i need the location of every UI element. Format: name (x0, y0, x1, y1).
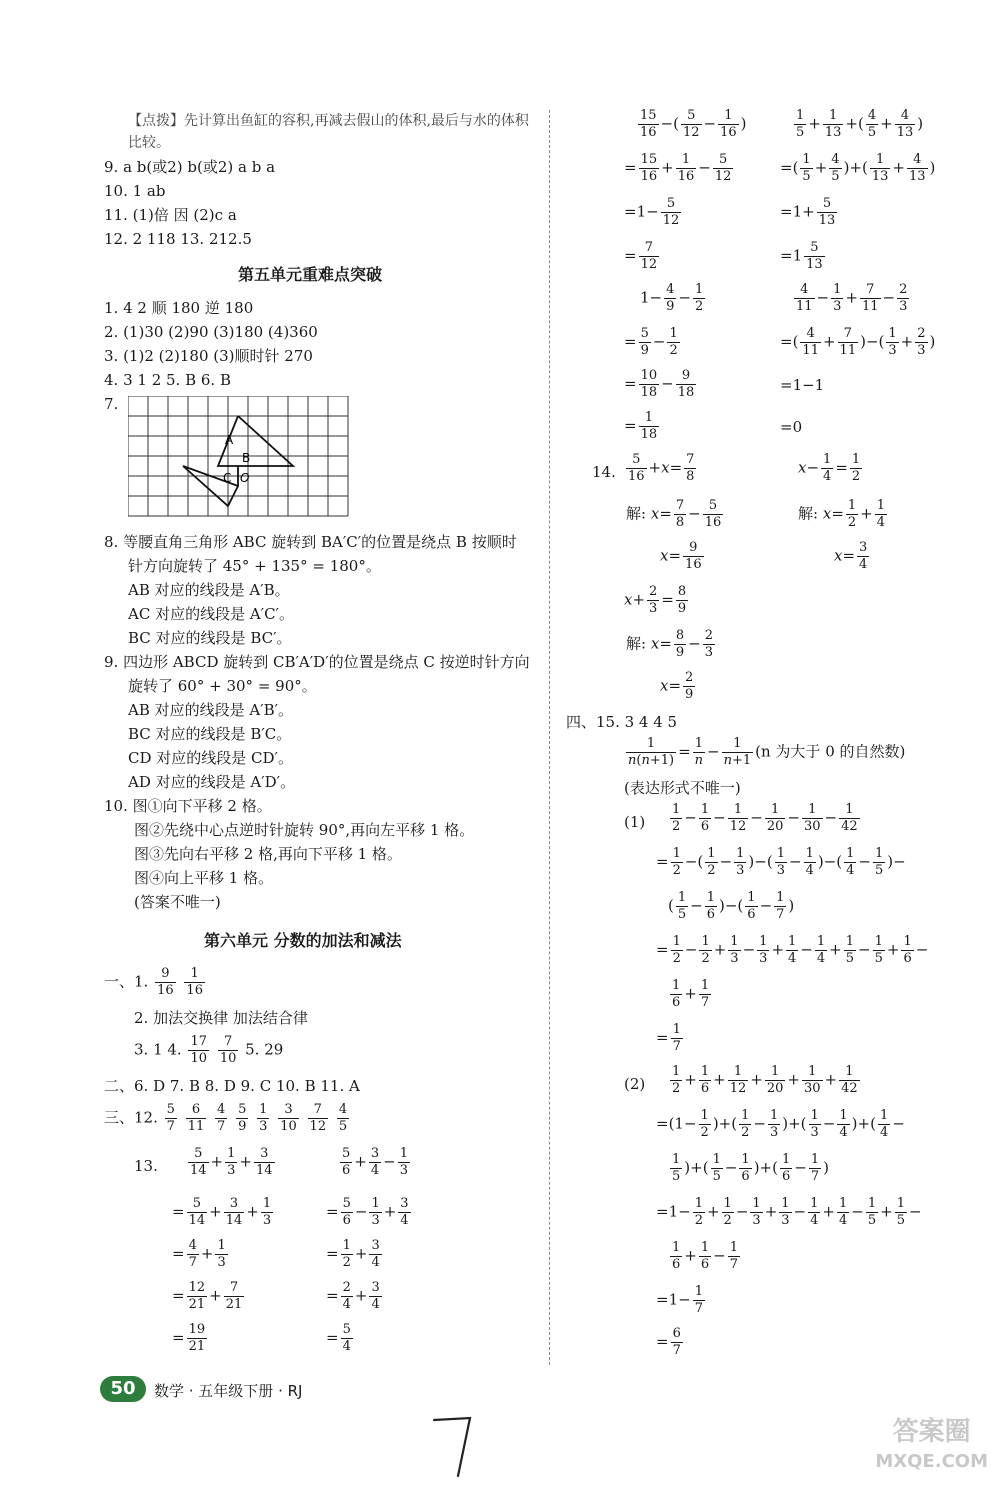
q14c-sol2: x= $\frac{2}{9}$ (660, 670, 694, 702)
p1-line1: $\frac{1}{2}$ − $\frac{1}{6}$ − $\frac{1}{12}$ − $\frac{1}{20}$ − $\frac{1}{30}$ − $\frac{1}{42}$ (672, 802, 858, 834)
r-d4: =0 (780, 418, 803, 436)
u5-answer-3: 3. (1)2 (2)180 (3)顺时针 270 (104, 347, 313, 365)
dianbo-note: 【点拨】先计算出鱼缸的容积,再减去假山的体积,最后与水的体积比较。 (128, 113, 529, 151)
p1-label: (1) (624, 813, 646, 831)
p2-line6: =1− $\frac{1}{7}$ (656, 1284, 703, 1316)
u6-answer-2: 2. 加法交换律 加法结合律 (134, 1009, 308, 1027)
r-d1: $\frac{4}{11}$ − $\frac{1}{3}$ + $\frac{7}{11}$ − $\frac{2}{3}$ (796, 282, 908, 314)
q14b-sol1: 解: x= $\frac{1}{2}$ + $\frac{1}{4}$ (798, 498, 886, 530)
page-number-badge: 50 (100, 1376, 146, 1402)
unit5-title: 第五单元重难点突破 (238, 265, 383, 284)
r-a4: = $\frac{7}{12}$ (624, 240, 658, 272)
u5-answer-9-line2: 旋转了 60° + 30° = 90°。 (128, 677, 317, 695)
u6-13a-line2: = $\frac{5}{14}$ + $\frac{3}{14}$ + $\frac{1}{3}$ (172, 1196, 272, 1228)
u5-answer-8-line2: 针方向旋转了 45° + 135° = 180°。 (128, 557, 381, 575)
answer-12-13: 12. 2 118 13. 212.5 (104, 230, 252, 248)
r-c4: = $\frac{1}{18}$ (624, 410, 658, 442)
grid-label-c: C (223, 471, 232, 485)
u6-1-prefix: 一、1. (104, 972, 149, 991)
u6-13a-line5: = $\frac{19}{21}$ (172, 1322, 206, 1354)
q14a-sol1: 解: x= $\frac{7}{8}$ − $\frac{5}{16}$ (626, 498, 722, 530)
rotation-grid-figure (128, 396, 350, 520)
u6-answer-12: 三、12. $\frac{5}{7}$ $\frac{6}{11}$ $\frac{4}{7}$ $\frac{5}{9}$ $\frac{1}{3}$ $\frac{3}{10}$ $\frac{7}{12}$ $\frac{4}{5}$ (104, 1102, 348, 1134)
q14c-eq: x+ $\frac{2}{3}$ = $\frac{8}{9}$ (624, 584, 687, 616)
watermark-line2: MXQE.COM (875, 1451, 988, 1472)
r-d2: =( $\frac{4}{11}$ + $\frac{7}{11}$ )−( $\frac{1}{3}$ + $\frac{2}{3}$ ) (780, 326, 936, 358)
u5-answer-10-line4: 图④向上平移 1 格。 (134, 869, 274, 887)
r-a1: $\frac{15}{16}$ −( $\frac{5}{12}$ − $\frac{1}{16}$ ) (640, 108, 747, 140)
p2-line2: =(1− $\frac{1}{2}$ )+( $\frac{1}{2}$ − $\frac{1}{3}$ )+( $\frac{1}{3}$ − $\frac{1}{4}$ )+( $\frac{1}{4}$ − (656, 1108, 905, 1140)
grid-label-a: A (225, 433, 234, 447)
handwritten-mark (430, 1412, 480, 1482)
si-note2: (表达形式不唯一) (624, 779, 741, 797)
u6-5-value: 5. 29 (245, 1040, 284, 1059)
p2-line3: $\frac{1}{5}$ )+( $\frac{1}{5}$ − $\frac{1}{6}$ )+( $\frac{1}{6}$ − $\frac{1}{7}$ ) (672, 1152, 829, 1184)
u5-answer-10-line1: 10. 图①向下平移 2 格。 (104, 797, 272, 815)
r-b1: $\frac{1}{5}$ + $\frac{1}{13}$ +( $\frac{4}{5}$ + $\frac{4}{13}$ ) (796, 108, 924, 140)
q14a-jie: 解: (626, 504, 647, 523)
r-b3: =1+ $\frac{5}{13}$ (780, 196, 836, 228)
si-note: (n 为大于 0 的自然数) (755, 742, 906, 761)
u6-13b-line5: = $\frac{5}{4}$ (326, 1322, 351, 1354)
grid-label-o: O (240, 471, 250, 485)
u6-13a-line4: = $\frac{12}{21}$ + $\frac{7}{21}$ (172, 1280, 243, 1312)
answer-9: 9. a b(或2) b(或2) a b a (104, 158, 276, 176)
u6-answer-3-5: 3. 1 4. $\frac{17}{10}$ $\frac{7}{10}$ 5. 29 (134, 1034, 284, 1066)
u5-answer-9-line6: AD 对应的线段是 A′D′。 (128, 773, 296, 791)
r-a2: = $\frac{15}{16}$ + $\frac{1}{16}$ − $\frac{5}{12}$ (624, 152, 732, 184)
u5-answer-9-line5: CD 对应的线段是 CD′。 (128, 749, 293, 767)
column-divider (549, 110, 550, 1365)
p2-line4: =1− $\frac{1}{2}$ + $\frac{1}{2}$ − $\frac{1}{3}$ + $\frac{1}{3}$ − $\frac{1}{4}$ + $\frac{1}{4}$ − $\frac{1}{5}$ + $\frac{1}{5}$ − (656, 1196, 922, 1228)
u5-answer-8-line3: AB 对应的线段是 A′B。 (128, 581, 290, 599)
u5-answer-8-line5: BC 对应的线段是 BC′。 (128, 629, 292, 647)
answer-11: 11. (1)倍 因 (2)c a (104, 206, 237, 224)
unit6-title: 第六单元 分数的加法和减法 (204, 931, 402, 950)
u5-answer-8-line4: AC 对应的线段是 A′C′。 (128, 605, 294, 623)
q14a-sol2: x= $\frac{9}{16}$ (660, 540, 702, 572)
r-c3: = $\frac{10}{18}$ − $\frac{9}{18}$ (624, 368, 695, 400)
p1-line2: = $\frac{1}{2}$ −( $\frac{1}{2}$ − $\frac{1}{3}$ )−( $\frac{1}{3}$ − $\frac{1}{4}$ )−( $\frac{1}{4}$ − $\frac{1}{5}$ )− (656, 846, 906, 878)
u5-answer-4: 4. 3 1 2 5. B 6. B (104, 371, 231, 389)
u6-13b-line2: = $\frac{5}{6}$ − $\frac{1}{3}$ + $\frac{3}{4}$ (326, 1196, 409, 1228)
u5-answer-10-line5: (答案不唯一) (134, 893, 221, 911)
q14b-sol2: x= $\frac{3}{4}$ (834, 540, 868, 572)
q14c-sol1: 解: x= $\frac{8}{9}$ − $\frac{2}{3}$ (626, 628, 714, 660)
r-a3: =1− $\frac{5}{12}$ (624, 196, 680, 228)
u5-answer-9-line3: AB 对应的线段是 A′B′。 (128, 701, 294, 719)
u6-12-prefix: 三、12. (104, 1108, 158, 1127)
u5-answer-8-line1: 8. 等腰直角三角形 ABC 旋转到 BA′C′的位置是绕点 B 按顺时 (104, 533, 517, 551)
r-b4: =1 $\frac{5}{13}$ (780, 240, 823, 272)
q14-label: 14. (592, 463, 616, 481)
u6-13b-line4: = $\frac{2}{4}$ + $\frac{3}{4}$ (326, 1280, 380, 1312)
q14b-jie: 解: (798, 504, 819, 523)
answer-10: 10. 1 ab (104, 182, 166, 200)
p2-line7: = $\frac{6}{7}$ (656, 1326, 681, 1358)
r-b2: =( $\frac{1}{5}$ + $\frac{4}{5}$ )+( $\frac{1}{13}$ + $\frac{4}{13}$ ) (780, 152, 936, 184)
u5-answer-2: 2. (1)30 (2)90 (3)180 (4)360 (104, 323, 318, 341)
watermark-line1: 答案圈 (892, 1417, 971, 1447)
r-d3: =1−1 (780, 376, 825, 394)
p1-line5: $\frac{1}{6}$ + $\frac{1}{7}$ (672, 978, 710, 1010)
q14b-eq: x− $\frac{1}{4}$ = $\frac{1}{2}$ (798, 452, 861, 484)
watermark (875, 1417, 988, 1477)
q14c-jie: 解: (626, 634, 647, 653)
u6-answer-er: 二、6. D 7. B 8. D 9. C 10. B 11. A (104, 1077, 360, 1095)
u5-answer-10-line2: 图②先绕中心点逆时针旋转 90°,再向左平移 1 格。 (134, 821, 475, 839)
q14a-eq: $\frac{5}{16}$ +x= $\frac{7}{8}$ (628, 452, 695, 484)
u5-answer-10-line3: 图③先向右平移 2 格,再向下平移 1 格。 (134, 845, 402, 863)
u6-13a-line1: $\frac{5}{14}$ + $\frac{1}{3}$ + $\frac{3}{14}$ (190, 1146, 273, 1178)
u5-answer-7: 7. (104, 395, 119, 413)
p1-line3: ( $\frac{1}{5}$ − $\frac{1}{6}$ )−( $\frac{1}{6}$ − $\frac{1}{7}$ ) (668, 890, 795, 922)
grid-label-b: B (242, 451, 251, 465)
u6-3-prefix: 3. 1 4. (134, 1040, 182, 1059)
si-formula: $\frac{1}{n(n+1)}$ = $\frac{1}{n}$ − $\frac{1}{n+1}$ (n 为大于 0 的自然数) (628, 736, 906, 768)
r-c2: = $\frac{5}{9}$ − $\frac{1}{2}$ (624, 326, 678, 358)
p1-line4: = $\frac{1}{2}$ − $\frac{1}{2}$ + $\frac{1}{3}$ − $\frac{1}{3}$ + $\frac{1}{4}$ − $\frac{1}{4}$ + $\frac{1}{5}$ − $\frac{1}{5}$ + $\frac{1}{6}$ − (656, 934, 929, 966)
p2-line5: $\frac{1}{6}$ + $\frac{1}{6}$ − $\frac{1}{7}$ (672, 1240, 738, 1272)
u6-13a-line3: = $\frac{4}{7}$ + $\frac{1}{3}$ (172, 1238, 226, 1270)
footer-book-info: 数学 · 五年级下册 · RJ (154, 1382, 303, 1400)
p2-label: (2) (624, 1075, 646, 1093)
p1-line6: = $\frac{1}{7}$ (656, 1022, 681, 1054)
u6-answer-1: 一、1. $\frac{9}{16}$ $\frac{1}{16}$ (104, 966, 203, 998)
u6-13b-line1: $\frac{5}{6}$ + $\frac{3}{4}$ − $\frac{1}{3}$ (342, 1146, 408, 1178)
r-c1: 1− $\frac{4}{9}$ − $\frac{1}{2}$ (640, 282, 704, 314)
p2-line1: $\frac{1}{2}$ + $\frac{1}{6}$ + $\frac{1}{12}$ + $\frac{1}{20}$ + $\frac{1}{30}$ + $\frac{1}{42}$ (672, 1064, 858, 1096)
u5-answer-9-line1: 9. 四边形 ABCD 旋转到 CB′A′D′的位置是绕点 C 按逆时针方向 (104, 653, 530, 671)
si-15: 四、15. 3 4 4 5 (566, 713, 678, 731)
u5-answer-9-line4: BC 对应的线段是 B′C。 (128, 725, 292, 743)
u6-13b-line3: = $\frac{1}{2}$ + $\frac{3}{4}$ (326, 1238, 380, 1270)
u5-answer-1: 1. 4 2 顺 180 逆 180 (104, 299, 254, 317)
u6-answer-13-label: 13. (134, 1157, 158, 1175)
